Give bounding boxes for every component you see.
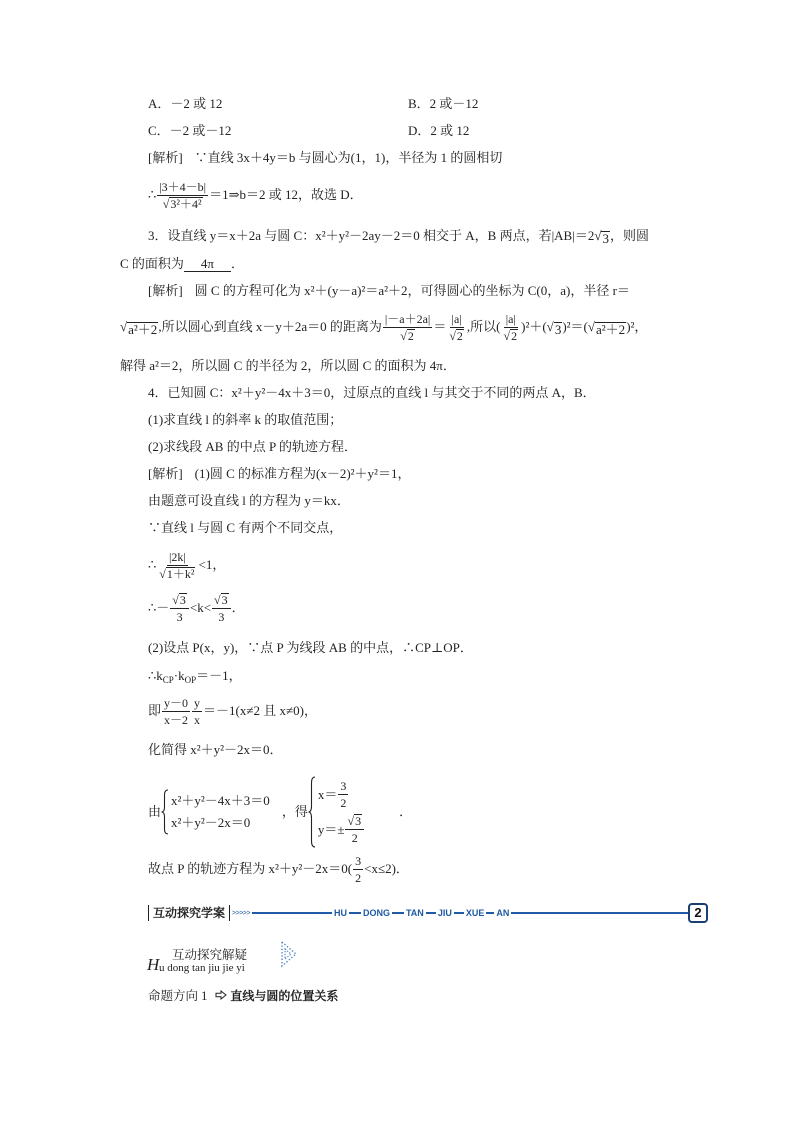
q3-solution-text: ,所以圆心到直线 x－y＋2a＝0 的距离为: [158, 319, 382, 334]
sqrt: [588, 318, 626, 336]
distance-fraction: [383, 312, 432, 343]
banner-rule: [349, 912, 361, 914]
sqrt: [449, 329, 464, 343]
radicand: a²＋2: [596, 322, 626, 337]
fraction-denominator: [157, 566, 197, 581]
solution-y: [318, 814, 365, 845]
fraction-numerator: y－0: [164, 695, 189, 710]
q4-solution-text: ，得: [281, 804, 308, 819]
radicand: a²＋2: [128, 322, 158, 337]
q4-solution-text: <1，: [198, 557, 226, 572]
fraction-numerator: 3: [340, 779, 347, 793]
subscript: CP: [162, 675, 174, 685]
q3-stem-text: ，则圆: [609, 228, 649, 243]
banner-pinyin: HU: [333, 908, 347, 918]
fraction-denominator: 3: [218, 609, 225, 624]
sqrt-sign: √: [503, 328, 511, 343]
banner-rule: [454, 912, 464, 914]
equals-sign: ＝: [433, 319, 447, 334]
subscript: OP: [184, 675, 197, 685]
fraction-denominator: [161, 196, 205, 211]
banner-arrows: >>>>>: [232, 909, 250, 917]
slope-cp-fraction: [162, 696, 190, 727]
inequality: <k<: [189, 600, 212, 615]
y-value-fraction: [345, 814, 364, 845]
q4-solution-text: ＝－1，: [196, 668, 242, 683]
q4-part-2: (2)求线段 AB 的中点 P 的轨迹方程．: [148, 439, 357, 454]
fraction-denominator: x: [194, 712, 201, 727]
x-value-fraction: [338, 779, 348, 810]
subhead-title: 互动探究解疑: [172, 948, 248, 962]
sqrt-sign: √: [449, 328, 456, 343]
q4-stem: 4．已知圆 C：x²＋y²－4x＋3＝0，过原点的直线 l 与其交于不同的两点 A，B．: [148, 385, 596, 400]
radicand: 3: [602, 231, 609, 246]
q3-stem-text: 3．设直线 y＝x＋2a 与圆 C：x²＋y²－2ay－2＝0 相交于 A，B 两点，若|AB|＝2: [148, 228, 595, 243]
topic-label: 命题方向 1: [148, 989, 208, 1003]
radicand: 3²＋4²: [170, 196, 202, 211]
q4-solution-line-2: 由题意可设直线 l 的方程为 y＝kx．: [148, 493, 350, 508]
solution-text: x＝: [317, 786, 338, 802]
subhead-initial: H: [147, 955, 160, 974]
system-equation: x²＋y²－2x＝0: [171, 815, 251, 830]
q4-solution-line-3: ∵直线 l 与圆 C 有两个不同交点，: [148, 520, 343, 535]
period: ．: [399, 804, 413, 819]
topic-line: [148, 986, 338, 1004]
analysis-tag: [解析]: [148, 150, 183, 165]
period: ．: [231, 600, 245, 615]
q4-solution-text: <x≤2)．: [364, 861, 409, 876]
period: ．: [231, 256, 245, 271]
fraction-numerator: [345, 814, 364, 830]
solution-system: [308, 776, 365, 848]
banner-rule: [486, 912, 494, 914]
fraction-denominator: [447, 328, 466, 343]
sqrt-sign: √: [546, 319, 554, 334]
sqrt: [159, 567, 195, 581]
section-number-badge: 2: [688, 903, 708, 923]
q2-solution-line: [148, 149, 502, 167]
q4-solution-line-7: [148, 667, 242, 686]
sqrt-sign: √: [172, 592, 179, 607]
fraction-denominator: x－2: [164, 712, 189, 727]
q3-solution-line-2: [120, 307, 647, 347]
q4-solution-line-11: [148, 849, 409, 889]
q2-conclusion: ＝1⇒b＝2 或 12，故选 D．: [209, 187, 363, 202]
analysis-tag: [解析]: [148, 466, 183, 481]
q3-solution-line-3: 解得 a²＝2，所以圆 C 的半径为 2，所以圆 C 的面积为 4π．: [120, 358, 456, 373]
q4-solution-text: ＝－1(x≠2 且 x≠0)，: [203, 703, 317, 718]
lower-bound-fraction: [170, 593, 189, 624]
pythagoras-fraction: [502, 312, 521, 343]
q3-solution-text: )²＋(: [521, 319, 547, 334]
q2-formula-line: [148, 175, 363, 215]
banner-rule: [426, 912, 436, 914]
q2-solution-text: ∵直线 3x＋4y＝b 与圆心为(1，1)，半径为 1 的圆相切: [194, 150, 503, 165]
sqrt: [172, 593, 187, 607]
radicand: 2: [511, 328, 518, 343]
right-arrow-icon: [215, 990, 227, 1000]
sqrt: [120, 318, 158, 336]
choice-c: C．－2 或－12: [148, 123, 232, 138]
q3-solution-text: 圆 C 的方程可化为 x²＋(y－a)²＝a²＋2，可得圆心的坐标为 C(0，a)，半径 r＝: [194, 283, 630, 298]
sqrt: [547, 318, 563, 336]
slope-op-fraction: [192, 696, 202, 727]
q3-stem-line: [148, 227, 649, 245]
therefore-symbol: ∴: [148, 557, 157, 572]
sqrt-sign: √: [120, 319, 128, 334]
fraction-numerator: |a|: [451, 311, 462, 326]
q4-solution-text: 即: [148, 703, 162, 718]
q3-stem-line-2: [120, 255, 244, 273]
sqrt: [163, 197, 203, 211]
q4-solution-text: ·k: [173, 668, 185, 683]
distance-fraction: [157, 550, 197, 581]
radicand: 2: [407, 328, 414, 343]
banner-title: 互动探究学案: [148, 905, 230, 921]
fraction-denominator: [398, 328, 417, 343]
fraction-numerator: |2k|: [168, 549, 186, 564]
sqrt-sign: √: [214, 592, 221, 607]
q3-solution-line-1: [148, 282, 630, 300]
fraction-denominator: [502, 328, 521, 343]
radicand: 3: [221, 592, 228, 607]
section-banner: [148, 903, 708, 923]
topic-title: 直线与圆的位置关系: [230, 988, 339, 1003]
q3-solution-text: )²＝(: [562, 319, 588, 334]
q4-solution-text: (1)圆 C 的标准方程为(x－2)²＋y²＝1，: [194, 466, 411, 481]
fraction-denominator: 2: [340, 796, 347, 810]
radicand: 3: [554, 322, 562, 337]
q4-solution-line-9: 化简得 x²＋y²－2x＝0．: [148, 742, 283, 757]
left-brace-icon: [308, 776, 316, 848]
q4-part-1: (1)求直线 l 的斜率 k 的取值范围；: [148, 412, 343, 427]
radicand: 1＋k²: [166, 566, 195, 581]
fraction-numerator: |－a＋2a|: [384, 311, 431, 326]
left-brace-icon: [161, 789, 169, 835]
sqrt-sign: √: [347, 814, 355, 828]
banner-rule: [511, 912, 688, 914]
banner-pinyin: JIU: [437, 908, 452, 918]
fraction-numerator: |3＋4－b|: [159, 179, 207, 194]
sqrt-sign: √: [159, 566, 166, 581]
sqrt: [214, 593, 229, 607]
banner-pinyin: DONG: [362, 908, 390, 918]
q4-solution-line-6: (2)设点 P(x，y)，∵点 P 为线段 AB 的中点，∴CP⊥OP．: [148, 640, 473, 655]
fraction-numerator: [170, 593, 189, 609]
q4-solution-line-8: [148, 691, 317, 731]
sqrt: [347, 814, 362, 828]
system-rows: [318, 779, 365, 845]
upper-bound-fraction: [212, 593, 231, 624]
sqrt-sign: √: [594, 228, 602, 243]
fraction-denominator: 2: [351, 831, 358, 845]
choice-d: D．2 或 12: [408, 123, 470, 138]
dotted-triangle-icon: [280, 940, 298, 968]
q4-solution-line-10: [148, 772, 412, 852]
q3-stem-text: C 的面积为: [120, 256, 184, 271]
fraction-numerator: [212, 593, 231, 609]
fraction-numerator: |a|: [505, 311, 516, 326]
q4-solution-text: ∴k: [148, 668, 163, 683]
therefore-symbol: ∴－: [148, 600, 170, 615]
fraction-numerator: y: [194, 695, 201, 710]
banner-pinyin: AN: [496, 908, 510, 918]
radicand: 3: [355, 814, 362, 828]
fraction-denominator: 3: [176, 609, 183, 624]
subhead-pinyin: u dong tan jiu jie yi: [159, 962, 245, 974]
sqrt-sign: √: [400, 328, 407, 343]
q3-answer-blank: 4π: [184, 256, 231, 272]
analysis-tag: [解析]: [148, 283, 183, 298]
system-rows: [171, 792, 270, 832]
sqrt-sign: √: [587, 319, 596, 334]
therefore-symbol: ∴: [148, 187, 157, 202]
radicand: 3: [179, 592, 186, 607]
sqrt: [594, 227, 610, 245]
q3-solution-text: ,所以(: [466, 319, 501, 334]
solution-text: y＝±: [317, 821, 345, 837]
sqrt: [400, 329, 415, 343]
system-equation: x²＋y²－4x＋3＝0: [171, 793, 270, 808]
choice-a: A．－2 或 12: [148, 96, 223, 111]
q4-solution-text: 由: [148, 804, 162, 819]
choice-b: B．2 或－12: [408, 96, 479, 111]
q2-fraction: [157, 180, 208, 211]
q4-solution-line-5: [148, 588, 245, 628]
distance-fraction-simplified: [447, 312, 466, 343]
q4-solution-text: 故点 P 的轨迹方程为 x²＋y²－2x＝0(: [148, 861, 353, 876]
fraction-denominator: 2: [355, 870, 362, 885]
q3-solution-text: )²，: [626, 319, 648, 334]
banner-pinyin: TAN: [405, 908, 424, 918]
banner-rule: [392, 912, 404, 914]
q4-solution-line-1: [148, 465, 410, 483]
range-fraction: [353, 854, 363, 885]
banner-pinyin: XUE: [465, 908, 485, 918]
equation-system: [161, 789, 270, 835]
radicand: 2: [456, 328, 463, 343]
banner-rule: [252, 912, 332, 914]
sqrt-sign: √: [162, 196, 170, 211]
sqrt: [504, 329, 519, 343]
fraction-numerator: 3: [355, 853, 362, 868]
solution-x: [318, 779, 365, 810]
q4-solution-line-4: [148, 545, 225, 585]
